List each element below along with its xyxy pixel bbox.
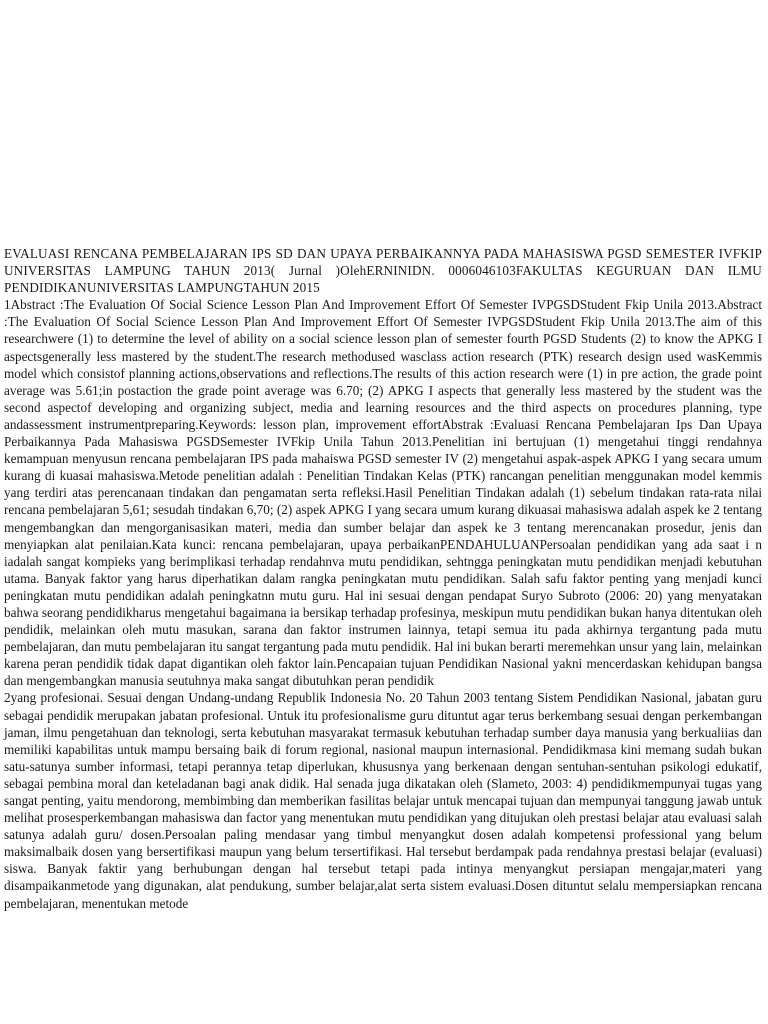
document-title: EVALUASI RENCANA PEMBELAJARAN IPS SD DAN UPAYA PERBAIKANNYA PADA MAHASISWA PGSD SEMESTER IVFKIP UNIVERSITAS LAMPUNG TAHUN 2013( Jurnal )OlehERNINIDN. 0006046103FAKULTAS KEGURUAN DAN ILMU PENDIDIKANUNIVERSITAS LAMPUNGTAHUN 2015 xyxy=(4,246,762,296)
page-1-text: 1Abstract :The Evaluation Of Social Science Lesson Plan And Improvement Effort Of Semester IVPGSDStudent Fkip Unila 2013.Abstract :The Evaluation Of Social Science Lesson Plan And Improvement Effort Of Semester IVPGSDStudent Fkip Unila 2013.The aim of this researchwere (1) to determine the level of ability on a social science lesson plan of semester fourth PGSD Students (2) to know the APKG I aspectsgenerally less mastered by the student.The research methodused wasclass action research (PTK) research design used wasKemmis model which consistof planning actions,observations and reflections.The results of this action research were (1) in pre action, the grade point average was 5.61;in postaction the grade point average was 6.70; (2) APKG I aspects that generally less mastered by the student was the second aspectof developing and organizing subject, media and learning resources and the third aspects on procedures planning, type andassessment instrumentpreparing.Keywords: lesson plan, improvement effortAbstrak :Evaluasi Rencana Pembelajaran Ips Dan Upaya Perbaikannya Pada Mahasiswa PGSDSemester IVFkip Unila Tahun 2013.Penelitian ini bertujuan (1) mengetahui tinggi rendahnya kemampuan menyusun rencana pembelajaran IPS pada mahaiswa PGSD semester IV (2) mengetahui aspak-aspek APKG I yang secara umum kurang di kuasai mahasiswa.Metode penelitian adalah : Penelitian Tindakan Kelas (PTK) rancangan penelitian menggunakan model kemmis yang terdiri atas perencanaan tindakan dan pengamatan serta refleksi.Hasil Penelitian Tindakan adalah (1) sebelum tindakan rata-rata nilai rencana pembelajaran 5,61; sesudah tindakan 6,70; (2) aspek APKG I yang secara umum kurang dikuasai mahasiswa adalah aspek ke 2 tentang mengembangkan dan mengorganisasikan materi, media dan sumber belajar dan aspek ke 3 tentang merencanakan prosedur, jenis dan menyiapkan alat penilaian.Kata kunci: rencana pembelajaran, upaya perbaikanPENDAHULUANPersoalan pendidikan yang ada saat i n iadalah sangat kompieks yang berimplikasi terhadap rendahnva mutu pendidikan, sehtngga peningkatan mutu pendidikan menjadi kebutuhan utama. Banyak faktor yang harus diperhatikan dalam rangka peningkatan mutu pendidikan. Salah safu faktor penting yang menjadi kunci peningkatan mutu pendidikan adalah peningkatnn mutu guru. Hal ini sesuai dengan pendapat Suryo Subroto (2006: 20) yang menyatakan bahwa seorang pendidikharus mengetahui bagaimana ia bersikap terhadap profesinya, meskipun mutu pendidikan bukan hanya ditentukan oleh pendidik, melainkan oleh mutu masukan, sarana dan faktor instrumen lainnya, tetapi semua itu pada akhirnya tergantung pada mutu pembelajaran, dan mutu pembelajaran itu sangat tergantung pada mutu pendidik. Hal ini bukan berarti meremehkan unsur yang lain, melainkan karena peran pendidik tidak dapat digantikan oleh faktor lain.Pencapaian tujuan Pendidikan Nasional yakni mencerdaskan kehidupan bangsa dan mengembangkan manusia seutuhnya maka sangat dibutuhkan peran pendidik xyxy=(4,297,762,689)
document-body xyxy=(4,245,762,912)
page-2-text: 2yang profesionai. Sesuai dengan Undang-undang Republik Indonesia No. 20 Tahun 2003 tentang Sistem Pendidikan Nasional, jabatan guru sebagai pendidik merupakan jabatan profesional. Untuk itu profesionalisme guru dituntut agar terus berkembang sesuai dengan perkembangan jaman, ilmu pengetahuan dan teknologi, serta kebutuhan masyarakat termasuk kebutuhan terhadap sumber daya manusia yang berkualiias dan memiliki kapabilitas untuk mampu bersaing baik di forum regional, nasional maupun internasional. Pendidikmasa kini memang sudah bukan satu-satunya sumber informasi, tetapi perannya tetap diperlukan, khususnya yang berkenaan dengan sentuhan-sentuhan psikologi edukatif, sebagai pembina moral dan keteladanan bagi anak didik. Hal senada juga dikatakan oleh (Slameto, 2003: 4) pendidikmempunyai tugas yang sangat penting, yaitu mendorong, membimbing dan memberikan fasilitas belajar untuk mencapai tujuan dan mempunyai tanggung jawab untuk melihat prosesperkembangan mahasiswa dan factor yang menentukan mutu pendidikan yang ditujukan oleh prestasi belajar atau evaluasi salah satunya adalah guru/ dosen.Persoalan paling mendasar yang timbul menyangkut dosen adalah kompetensi professional yang belum maksimalbaik dosen yang bersertifikasi maupun yang belum tersertifikasi. Hal tersebut berdampak pada rendahnya prestasi belajar (evaluasi) siswa. Banyak faktir yang berhubungan dengan hal tersebut tetapi pada intinya menyangkut persiapan mengajar,materi yang disampaikanmetode yang digunakan, alat pendukung, sumber belajar,alat serta sistem evaluasi.Dosen dituntut selalu mempersiapkan rencana pembelajaran, menentukan metode xyxy=(4,690,762,911)
